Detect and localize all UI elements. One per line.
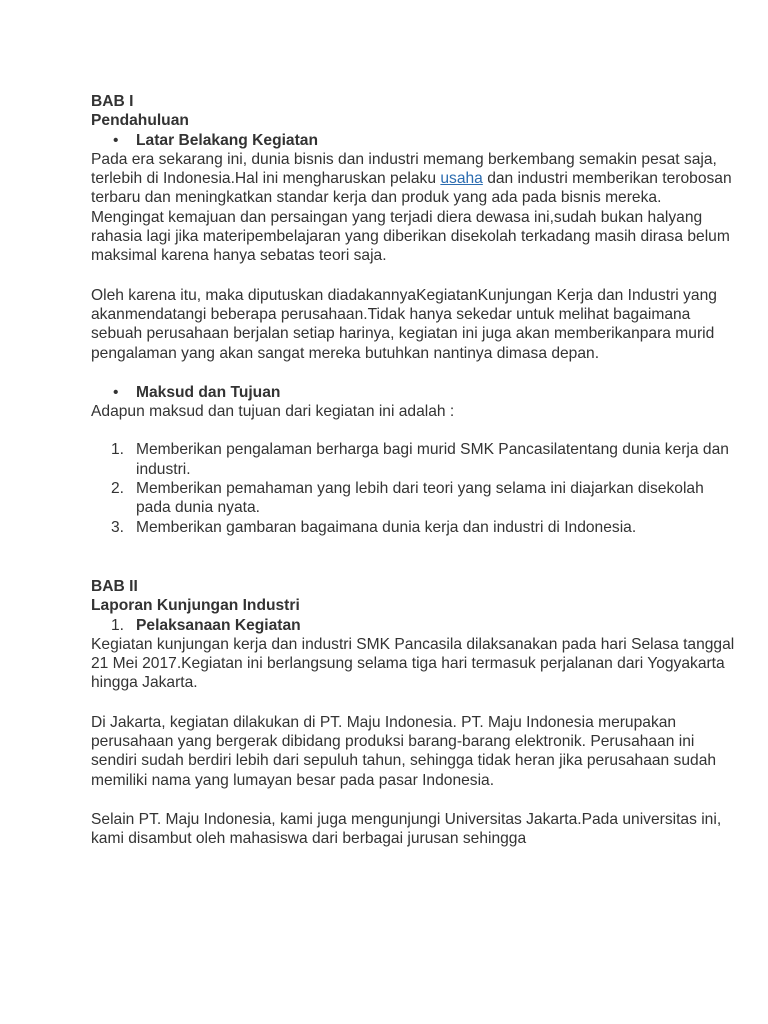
spacer: [91, 790, 738, 810]
spacer: [91, 537, 738, 557]
list-number: 1.: [111, 441, 125, 459]
bab2-paragraph-1: Kegiatan kunjungan kerja dan industri SMK Pancasila dilaksanakan pada hari Selasa tanggal 21 Mei 2017.Kegiatan ini berlangsung selama tiga hari termasuk perjalanan dari Yogyakarta hingga Jakarta.: [91, 635, 735, 692]
bab1-paragraph-2: Mengingat kemajuan dan persaingan yang terjadi diera dewasa ini,sudah bukan halyang rahasia lagi jika materipembelajaran yang diberikan disekolah terkadang masih dirasa belum maksimal karena hanya sebatas teori saja.: [91, 208, 730, 265]
list-number: 1.: [111, 616, 125, 634]
bab2-label: BAB II: [91, 577, 138, 595]
list-item: [91, 518, 738, 537]
section-heading-text: Latar Belakang Kegiatan: [136, 131, 318, 149]
list-item-text: Memberikan pengalaman berharga bagi murid SMK Pancasilatentang dunia kerja dan industri.: [136, 441, 729, 478]
bab2-title: Laporan Kunjungan Industri: [91, 597, 300, 615]
bab1-section2-heading: [91, 383, 738, 402]
bab1-section1-heading: [91, 131, 738, 150]
spacer: [91, 266, 738, 286]
list-item: [91, 440, 738, 479]
bab1-paragraph-3: Oleh karena itu, maka diputuskan diadakannyaKegiatanKunjungan Kerja dan Industri yang akanmendatangi beberapa perusahaan.Tidak hanya sekedar untuk melihat bagaimana sebuah perusahaan berjalan setiap harinya, kegiatan ini juga akan memberikanpara murid pengalaman yang akan sangat mereka butuhkan nantinya dimasa depan.: [91, 286, 717, 362]
bab2-paragraph-3: Selain PT. Maju Indonesia, kami juga mengunjungi Universitas Jakarta.Pada universitas ini, kami disambut oleh mahasiswa dari berbagai jurusan sehingga: [91, 810, 722, 848]
paragraph-text: Pada era sekarang ini, dunia bisnis dan industri memang berkembang semakin pesat saja, terlebih di Indonesia.Hal ini mengharuskan pelaku: [91, 150, 717, 188]
bab2-paragraph-2: Di Jakarta, kegiatan dilakukan di PT. Maju Indonesia. PT. Maju Indonesia merupakan perusahaan yang bergerak dibidang produksi barang-barang elektronik. Perusahaan ini sendiri sudah berdiri lebih dari sepuluh tahun, sehingga tidak heran jika perusahaan sudah memiliki nama yang lumayan besar pada pasar Indonesia.: [91, 713, 717, 789]
list-item-text: Memberikan gambaran bagaimana dunia kerja dan industri di Indonesia.: [136, 518, 637, 536]
section-heading-text: Pelaksanaan Kegiatan: [136, 616, 301, 634]
usaha-link[interactable]: usaha: [440, 170, 483, 188]
bab1-section2-intro: Adapun maksud dan tujuan dari kegiatan ini adalah :: [91, 403, 455, 421]
spacer: [91, 557, 738, 577]
spacer: [91, 693, 738, 713]
bab2-section1-heading: [91, 616, 738, 635]
section-heading-text: Maksud dan Tujuan: [136, 383, 281, 401]
spacer: [91, 421, 738, 440]
spacer: [91, 363, 738, 383]
list-item-text: Memberikan pemahaman yang lebih dari teori yang selama ini diajarkan disekolah pada dunia nyata.: [136, 480, 704, 517]
bab1-paragraph-1: [91, 150, 738, 208]
list-number: 3.: [111, 518, 125, 536]
list-number: 2.: [111, 480, 125, 498]
bullet-icon: •: [113, 131, 119, 149]
bab1-label: BAB I: [91, 93, 134, 110]
purpose-list: [91, 440, 738, 536]
paragraph-text: dan industri memberikan terobosan terbaru dan meningkatkan standar kerja dan produk yang ada pada bisnis mereka.: [91, 170, 732, 207]
bab1-title: Pendahuluan: [91, 112, 189, 130]
bullet-icon: •: [113, 383, 119, 401]
list-item: [91, 479, 738, 518]
